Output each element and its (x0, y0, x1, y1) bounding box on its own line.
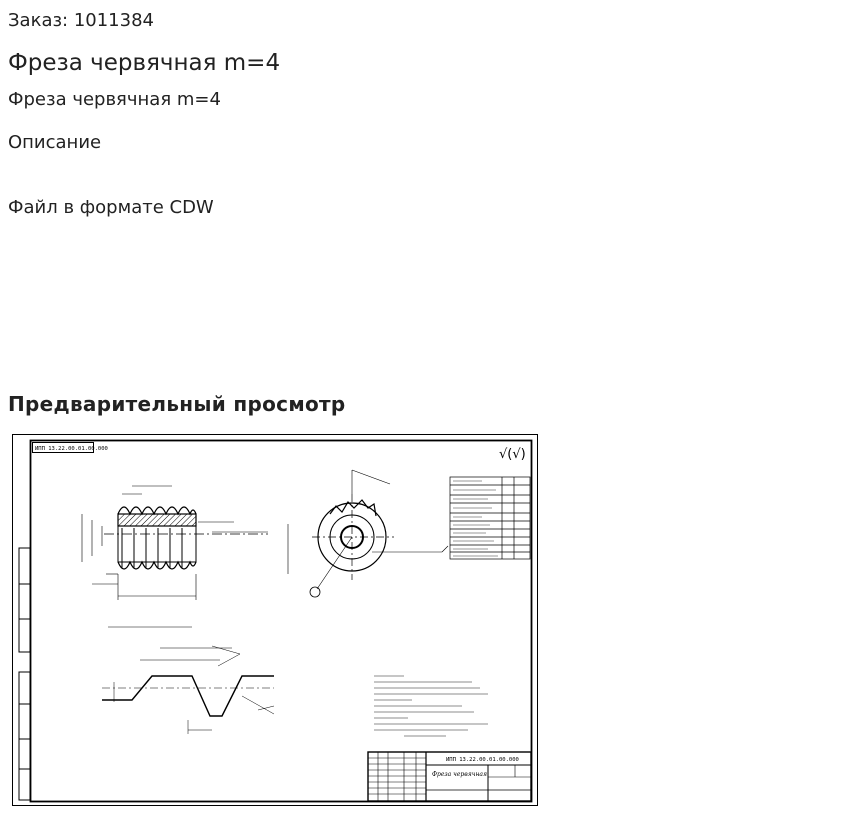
title-block-name: Фреза червячная (432, 771, 487, 778)
technical-notes (374, 676, 488, 736)
drawing-preview-image[interactable] (12, 434, 538, 806)
order-number: Заказ: 1011384 (8, 10, 154, 31)
product-title: Фреза червячная m=4 (8, 50, 281, 76)
title-block-code: ИПП 13.22.00.01.00.000 (446, 757, 519, 763)
product-subtitle: Фреза червячная m=4 (8, 89, 221, 110)
svg-text:ИПП 13.22.00.01.00.000: ИПП 13.22.00.01.00.000 (35, 446, 108, 452)
description-body: Файл в формате CDW (8, 197, 214, 218)
hob-side-view (82, 486, 268, 600)
description-heading: Описание (8, 132, 102, 153)
tooth-profile-view (102, 627, 274, 734)
technical-drawing (12, 434, 538, 806)
surface-finish-symbol: √(√) (499, 447, 526, 462)
hob-front-view (288, 470, 448, 597)
parameter-table (450, 477, 530, 559)
preview-heading: Предварительный просмотр (8, 392, 346, 416)
drawing-stamp (33, 443, 108, 453)
